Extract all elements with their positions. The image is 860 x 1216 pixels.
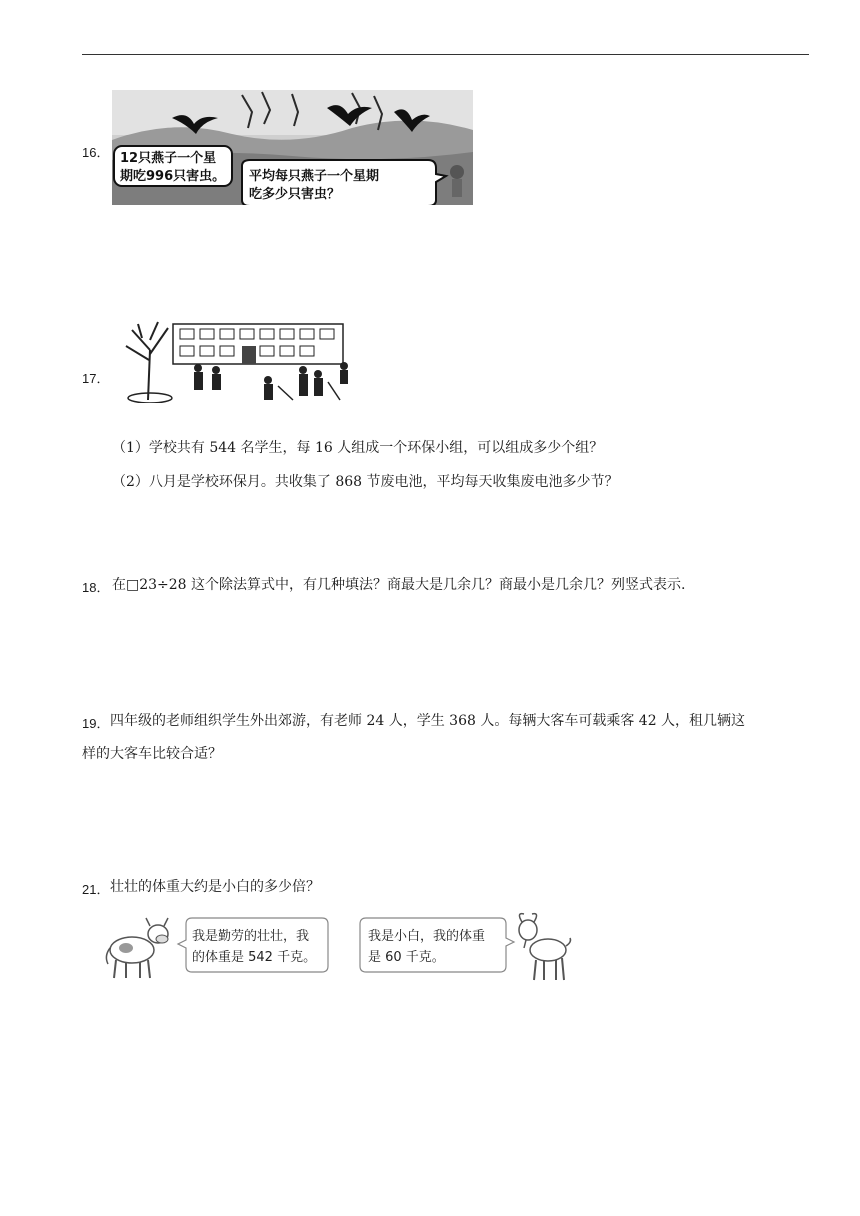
header-rule bbox=[82, 54, 809, 55]
question-18-number: 18． bbox=[82, 580, 110, 595]
question-18-text: 在□23÷28 这个除法算式中，有几种填法？商最大是几余几？商最小是几余几？列竖式表示. bbox=[112, 577, 686, 593]
question-17-number: 17． bbox=[82, 371, 110, 386]
bubble-right-line1: 平均每只燕子一个星期 bbox=[249, 169, 380, 184]
goat-bubble-line1: 我是小白，我的体重 bbox=[368, 929, 486, 944]
bubble-left-line1: 12只燕子一个星 bbox=[120, 151, 217, 166]
question-16-number: 16． bbox=[82, 145, 110, 160]
cow-bubble-line1: 我是勤劳的壮壮，我 bbox=[192, 929, 310, 944]
question-21-number: 21． bbox=[82, 882, 110, 897]
bubble-left-line2: 期吃996只害虫。 bbox=[120, 169, 226, 184]
cow-icon bbox=[106, 918, 168, 978]
question-19-line2: 样的大客车比较合适？ bbox=[82, 746, 222, 762]
goat-bubble-line2: 是 60 千克。 bbox=[368, 950, 445, 965]
school-cleanup-illustration bbox=[118, 320, 364, 403]
goat-icon bbox=[519, 914, 571, 980]
cow-goat-illustration bbox=[100, 910, 575, 985]
question-19-line1: 四年级的老师组织学生外出郊游，有老师 24 人，学生 368 人。每辆大客车可载乘客 42 人，租几辆这 bbox=[110, 713, 746, 729]
question-19-number: 19． bbox=[82, 716, 110, 731]
question-17-sub1: （1）学校共有 544 名学生，每 16 人组成一个环保小组，可以组成多少个组？ bbox=[112, 440, 604, 456]
bubble-right-line2: 吃多少只害虫？ bbox=[249, 187, 341, 202]
cow-bubble-line2: 的体重是 542 千克。 bbox=[192, 950, 317, 965]
question-21-text: 壮壮的体重大约是小白的多少倍？ bbox=[110, 879, 320, 895]
swallows-illustration bbox=[112, 90, 473, 205]
question-17-sub2: （2）八月是学校环保月。共收集了 868 节废电池，平均每天收集废电池多少节？ bbox=[112, 474, 619, 490]
